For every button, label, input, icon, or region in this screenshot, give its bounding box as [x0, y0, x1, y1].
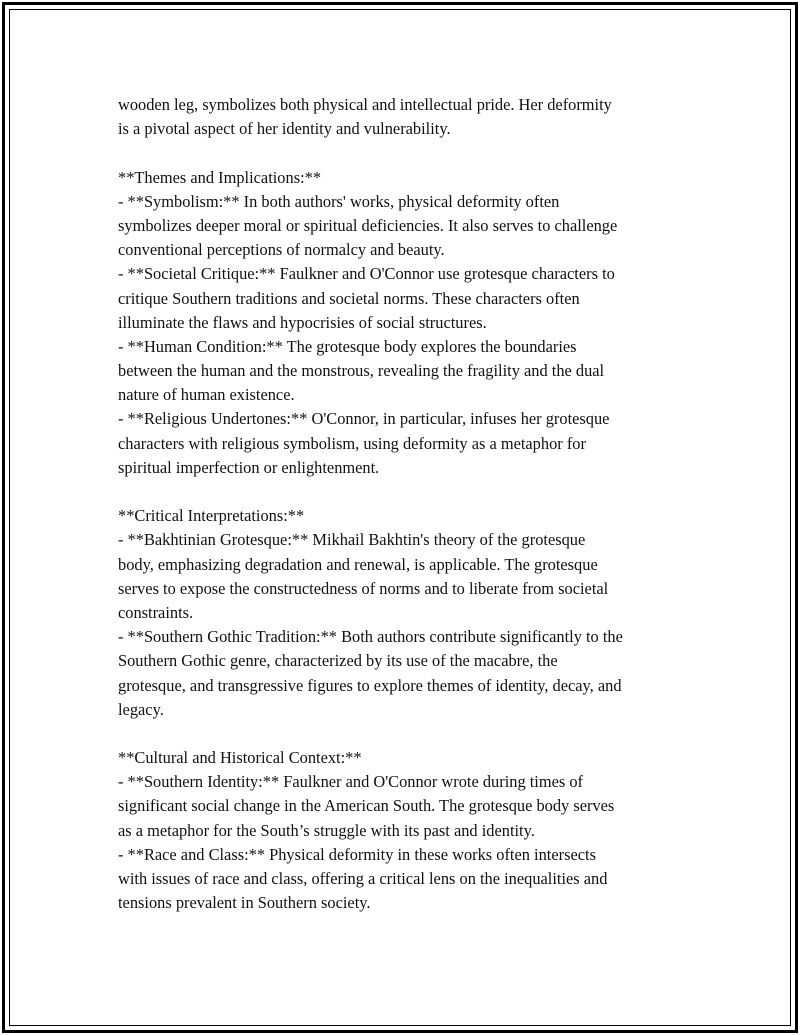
text-line: Southern Gothic genre, characterized by its use of the macabre, the [118, 651, 558, 671]
paragraph [118, 746, 698, 915]
text-line: characters with religious symbolism, using deformity as a metaphor for [118, 433, 586, 453]
paragraph [118, 166, 698, 480]
text-line: between the human and the monstrous, revealing the fragility and the dual [118, 361, 605, 381]
text-line: with issues of race and class, offering a critical lens on the inequalities and [118, 869, 608, 888]
text-line: illuminate the flaws and hypocrisies of social structures. [118, 312, 487, 332]
text-line: - **Societal Critique:** Faulkner and O'Connor use grotesque characters to [118, 264, 615, 284]
text-line: constraints. [118, 602, 194, 622]
text-line: spiritual imperfection or enlightenment. [118, 457, 380, 477]
paragraph-spacer [118, 722, 698, 746]
text-line: **Critical Interpretations:** [118, 506, 305, 526]
text-line: - **Race and Class:** Physical deformity in these works often intersects [118, 844, 596, 864]
text-line: - **Symbolism:** In both authors' works, physical deformity often [118, 191, 560, 211]
text-line: - **Southern Gothic Tradition:** Both authors contribute significantly to the [118, 627, 623, 647]
text-line: critique Southern traditions and societal norms. These characters often [118, 288, 580, 308]
text-line: - **Religious Undertones:** O'Connor, in particular, infuses her grotesque [118, 409, 610, 429]
text-line: symbolizes deeper moral or spiritual deficiencies. It also serves to challenge [118, 215, 618, 235]
text-line: - **Human Condition:** The grotesque body explores the boundaries [118, 336, 577, 356]
text-line: - **Bakhtinian Grotesque:** Mikhail Bakhtin's theory of the grotesque [118, 530, 586, 550]
paragraph [118, 93, 698, 141]
text-line: serves to expose the constructedness of norms and to liberate from societal [118, 578, 609, 598]
text-line: as a metaphor for the South’s struggle with its past and identity. [118, 820, 535, 840]
text-line: is a pivotal aspect of her identity and vulnerability. [118, 119, 451, 139]
text-line: legacy. [118, 699, 164, 719]
text-line: **Cultural and Historical Context:** [118, 748, 362, 768]
text-line: tensions prevalent in Southern society. [118, 893, 371, 913]
text-line: - **Southern Identity:** Faulkner and O'Connor wrote during times of [118, 772, 584, 792]
paragraph-spacer [118, 480, 698, 504]
text-line: body, emphasizing degradation and renewal, is applicable. The grotesque [118, 554, 598, 574]
text-line: grotesque, and transgressive figures to explore themes of identity, decay, and [118, 675, 622, 695]
text-line: wooden leg, symbolizes both physical and intellectual pride. Her deformity [118, 95, 612, 114]
paragraph [118, 504, 698, 722]
paragraph-spacer [118, 141, 698, 165]
document-body [118, 93, 698, 915]
text-line: **Themes and Implications:** [118, 167, 322, 187]
text-line: significant social change in the American South. The grotesque body serves [118, 796, 615, 816]
text-line: nature of human existence. [118, 385, 295, 405]
text-line: conventional perceptions of normalcy and beauty. [118, 240, 445, 260]
